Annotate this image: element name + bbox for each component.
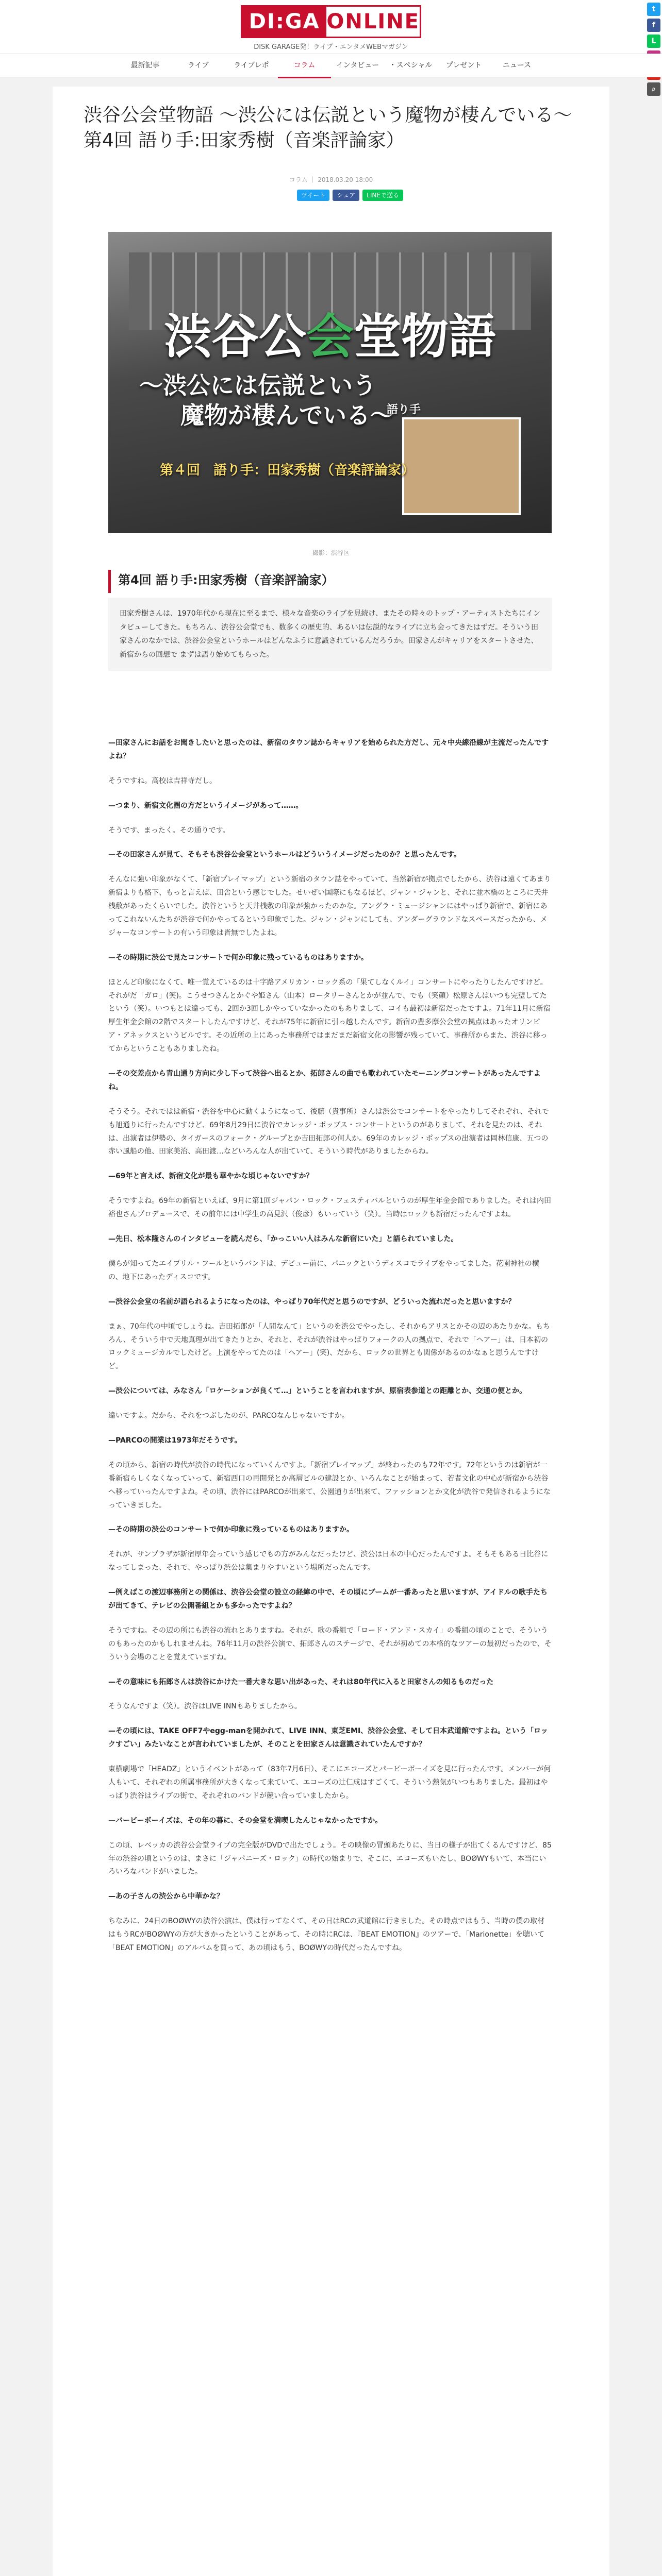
logo-left: DI:GA xyxy=(242,7,326,37)
nav-item-0[interactable]: 最新記事 xyxy=(130,61,160,70)
logo-right: ONLINE xyxy=(326,7,420,37)
interview-question: —渋公については、みなさん「ロケーションが良くて…」ということを言われますが、原宿表参道との距離とか、交通の便とか。 xyxy=(108,1387,527,1396)
facebook-icon[interactable]: f xyxy=(647,19,660,32)
hero-title-a: 渋谷公 xyxy=(163,309,306,364)
nav-item-5[interactable]: ・スペシャル xyxy=(389,61,433,70)
social-icon-bar xyxy=(646,0,662,98)
interview-question: —その田家さんが見て、そもそも渋谷公会堂というホールはどういうイメージだったのか？と思ったんです。 xyxy=(108,851,461,859)
interview-question: —その意味にも拓郎さんは渋谷にかけた一番大きな思い出があった、それは80年代に入ると田家さんの知るものだった xyxy=(108,1677,494,1686)
interview-answer: 東横劇場で「HEADZ」というイベントがあって（83年7月6日）、そこにエコーズとパーピーボーイズを見に行ったんです。メンバーが何人もいて、それぞれの所属事務所が大きくなって来ていて、エコーズの辻仁成はすごくて、そういう熱気がいつもありました。最初はやっぱり渋谷はライブの街で、それぞれのバンドが競い合っていましたから。 xyxy=(108,1765,551,1800)
nav-item-4[interactable]: インタビュー xyxy=(336,61,379,70)
line-icon[interactable]: L xyxy=(647,35,660,48)
article-meta: コラム ｜ 2018.03.20 18:00 xyxy=(289,176,373,183)
main-nav xyxy=(0,54,662,77)
interview-question: —PARCOの開業は1973年だそうです。 xyxy=(108,1436,242,1445)
interview-question: —その時期に渋公で見たコンサートで何か印象に残っているものはありますか。 xyxy=(108,953,368,962)
hero-title xyxy=(108,299,552,367)
interview-answer: そんなに強い印象がなくて、「新宿プレイマップ」という新宿のタウン誌をやっていて、当然新宿が拠点でしたから、渋谷は遠くてあまり新宿よりも格下、もっと言えば、田舎という感じでした。せいぜい国際にもなるほど、ジャン・ジャンと、それに並木橋のところに天井桟敷があったくらいでした。渋谷というと天井桟敷の印象が強かったのかな。アングラ・ミュージシャンにはやっぱり新宿で、新宿にあってこれないんたちが渋谷で何かやってるという印象でした。ジャン・ジャンにしても、アンダーグラウンドなスペースだったから、メジャーなコンサートの有いう印象は皆無でしたよね。 xyxy=(108,875,551,937)
interview-answer: ほとんど印象になくて、唯一覚えているのは十字路アメリカン・ロック系の「果てしなくルイ」コンサートにやったりしたんですけど。それがだ「ガロ」(笑)。こうせつさんとかぐや姫さん（山本）ロータリーさんとかが並んで、でも（笑顔）松原さんはいつも完璧してたという（笑）。いつもとは違っても、2回か3回しかやっていなかったのもありまして、コイも最初は新宿だったですよ。71年11月に新宿厚生年金会館の2階でスタートしたんですけど、それが75年に新宿に引っ越したんです。新宿の豊多摩公会堂の拠点はあったオリンピア・アネックスというビルです。その近所の上にあった事務所ではまだまだ新宿文化の影響が残っていて、事務所からまた、渋谷に移ってからということもありましたね。 xyxy=(108,978,551,1054)
hero-photo-label: 語り手 xyxy=(387,403,421,416)
interview-answer: その頃から、新宿の時代が渋谷の時代になっていくんですよ。「新宿プレイマップ」が終わったのも72年です。72年というのは新宿が一番新宿らしくなくなっていって、新宿西口の再開発とか高層ビルの建設とか、いろんなことが始まって、若者文化の中心が新宿から渋谷へ移っていったんですよね。その頃、渋谷にはPARCOが出来て、公園通りが出来て、ファッションとか文化が渋谷で発信されるようになっていきました。 xyxy=(108,1461,551,1510)
hero-episode: 第４回 語り手：田家秀樹（音楽評論家） xyxy=(160,463,415,478)
interview-answer: まぁ、70年代の中頃でしょうね。吉田拓郎が「人間なんて」というのを渋公でやったし、それからアリスとかその辺のあたりかな。もちろん、そういう中で天地真理が出てきたりとか、それと、それが渋谷はやっぱりフォークの人の拠点で、それで「ヘアー」は、日本初のロックミュージカルでしたけど。上演をやってたのは「ヘアー」(笑)、だから、ロックの世界とも関係があるのかなぁと思うんですけど。 xyxy=(108,1322,550,1371)
share-button-0[interactable]: ツイート xyxy=(297,190,329,201)
hero-title-b: 会 xyxy=(306,309,354,364)
hero-title-c: 堂物語 xyxy=(354,309,496,364)
interview-answer: 僕らが知ってたエイプリル・フールというバンドは、デビュー前に、パニックというディスコでライブをやってました。花園神社の横の、地下にあったディスコです。 xyxy=(108,1259,539,1281)
twitter-icon[interactable]: t xyxy=(647,3,660,16)
interview-answer: そうなんですよ（笑）。渋谷はLIVE INNもありましたから。 xyxy=(108,1702,302,1711)
hero-sub-line2: 魔物が棲んでいる〜 xyxy=(180,401,394,429)
interview-answer: 違いですよ。だから、それをつぶしたのが、PARCOなんじゃないですか。 xyxy=(108,1412,349,1420)
interview-answer: そうですね。その辺の所にも渋谷の流れとありますね。それが、歌の番組で「ロード・アンド・スカイ」の番組の頃のことで、そういうのもあったのかもしれませんね。76年11月の渋谷公演で、拓郎さんのステージで、それが初めての本格的なツアーの最初だったので、そういう会場のことを覚えていますね。 xyxy=(108,1626,552,1662)
interview-question: —先日、松本隆さんのインタビューを読んだら、「かっこいい人はみんな新宿にいた」と語られていました。 xyxy=(108,1235,458,1244)
hero-image xyxy=(108,232,552,533)
interview-answer: それが、サンプラザが新宿厚年会っていう感じでもの方がみんなだったけど、渋公は日本の中心だったんですよ。そもそもある日比谷になってしまった、それで、やっぱり渋公は集まりやすいという場所だったんです。 xyxy=(108,1550,549,1572)
interview-question: —田家さんにお話をお聞きしたいと思ったのは、新宿のタウン誌からキャリアを始められた方だし、元々中央線沿線が主流だったんですよね？ xyxy=(108,739,549,760)
interview-question: —つまり、新宿文化圏の方だというイメージがあって……。 xyxy=(108,801,303,810)
interview-answer: そうですよね。69年の新宿といえば、9月に第1回ジャパン・ロック・フェスティバルというのが厚生年金会館でありました。それは内田裕也さんプロデュースで、その前年には中学生の高見沢（俊彦）もいっていう（笑）。当時はロックも新宿だったんですよね。 xyxy=(108,1197,551,1219)
interview-question: —渋谷公会堂の名前が語られるようになったのは、やっぱり70年代だと思うのですが、どういった流れだったと思いますか？ xyxy=(108,1297,516,1306)
interview-question: —あの子さんの渋公から中華かな？ xyxy=(108,1892,224,1901)
nav-item-2[interactable]: ライブレポ xyxy=(234,61,269,70)
search-icon[interactable]: ⌕ xyxy=(647,82,660,96)
article-body xyxy=(108,737,552,1967)
interview-question: —その交差点から青山通り方向に少し下って渋谷へ出るとか、拓郎さんの曲でも歌われていたモーニングコンサートがあったんですよね。 xyxy=(108,1070,541,1091)
interview-answer: ちなみに、24日のBOØWYの渋谷公演は、僕は行ってなくて、その日はRCの武道館に行きました。その時点ではもう、当時の僕の取材はもうRCがBOØWYの方が大きかったということがあって、その時にRCは、『BEAT EMOTION』のツアーで、「Marionette」を聴いて「BEAT EMOTION」のアルバムを買って、あの頃はもう、BOØWYの時代だったんですね。 xyxy=(108,1917,545,1952)
section-heading: 第4回 語り手:田家秀樹（音楽評論家） xyxy=(108,570,552,593)
interview-answer: この頃、レベッカの渋谷公会堂ライブの完全版がDVDで出たでしょう。その映像の冒頭あたりに、当日の様子が出てくるんですけど、85年の渋谷の頃というのは、まさに「ジャパニーズ・ロック」の時代の始まりで、そこに、エコーズもいたし、BOØWYもいて、本当にいろいろなバンドがいました。 xyxy=(108,1841,552,1876)
speaker-photo xyxy=(402,417,521,515)
interview-answer: そうですね。高校は吉祥寺だし。 xyxy=(108,776,217,785)
nav-item-6[interactable]: プレゼント xyxy=(445,61,482,70)
interview-question: —69年と言えば、新宿文化が最も華やかな頃じゃないですか？ xyxy=(108,1172,313,1181)
intro-box: 田家秀樹さんは、1970年代から現在に至るまで、様々な音楽のライブを見続け、またその時々のトップ・アーティストたちにインタビューしてきた。もちろん、渋谷公会堂でも、数多くの歴史的、あるいは伝説的なライブに立ち会ってきたはずだ。そういう田家さんのなかでは、渋谷公会堂というホールはどんなふうに意識されているんだろうか。田家さんがキャリアをスタートさせた、新宿からの回想で まずは語り始めてもらった。 xyxy=(108,598,552,671)
share-button-2[interactable]: LINEで送る xyxy=(362,190,403,201)
hero-subtitle xyxy=(139,371,394,430)
site-tagline: DISK GARAGE発！ライブ・エンタメWEBマガジン xyxy=(254,43,408,51)
hero-sub-line1: 〜渋公には伝説という xyxy=(139,371,376,399)
interview-question: —その時期の渋公のコンサートで何か印象に残っているものはありますか。 xyxy=(108,1526,354,1534)
site-logo[interactable] xyxy=(241,5,421,38)
interview-answer: そうそう。それではは新宿・渋谷を中心に動くようになって、後藤（貴事所）さんは渋公でコンサートをやったりしてそれぞれ、それでも旭通りに行ったんですけど、69年8月29日に渋谷でカレッジ・ポップス・コンサートというのがありまして、それを見たのは、それは、出演者は伊勢の、タイガースのフォーク・グループとか吉田拓郎の何人か。69年のカレッジ・ポップスの出演者は岡林信康、五つの赤い風船の他、田家美治、高田渡…などいろんな人が出ていて、そういう時代がありましたからね。 xyxy=(108,1107,549,1156)
interview-question: —バービーボーイズは、その年の暮に、その会堂を満喫したんじゃなかったですか。 xyxy=(108,1816,383,1825)
nav-item-3[interactable]: コラム xyxy=(278,54,331,78)
interview-question: —その頃には、TAKE OFF7やegg-manを開かれて、LIVE INN、東芝EMI、渋谷公会堂、そして日本武道館ですよね。という「ロックすごい」みたいなことが言われていましたが、そのことを田家さんは意識されていたんですか？ xyxy=(108,1727,548,1749)
nav-item-7[interactable]: ニュース xyxy=(502,61,532,70)
nav-item-1[interactable]: ライブ xyxy=(187,61,209,70)
image-credit: 撮影：渋谷区 xyxy=(312,549,350,556)
interview-question: —例えばこの渡辺事務所との関係は、渋谷公会堂の設立の経緯の中で、その頃にブームが一番あったと思いますが、アイドルの歌手たちが出てきて、テレビの公開番組とかも多かったですよね？ xyxy=(108,1588,548,1610)
share-buttons xyxy=(297,190,403,201)
interview-answer: そうです、まったく。その通りです。 xyxy=(108,826,230,835)
article-title: 渋谷公会堂物語 〜渋公には伝説という魔物が棲んでいる〜 第4回 語り手:田家秀樹（音楽評論家） xyxy=(84,105,572,151)
article-container xyxy=(53,87,609,2576)
share-button-1[interactable]: シェア xyxy=(333,190,359,201)
